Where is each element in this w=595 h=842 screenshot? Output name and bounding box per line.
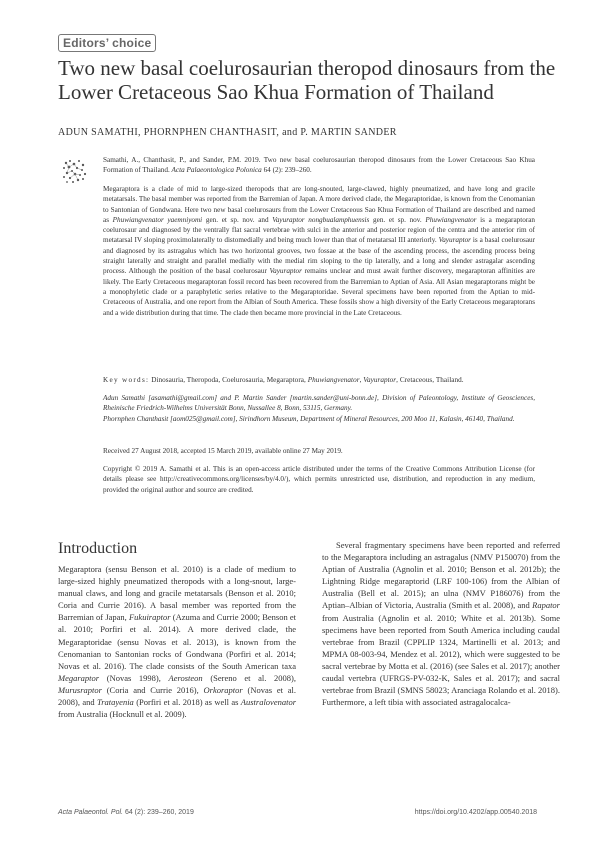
taxon-name: Vayuraptor <box>269 267 302 276</box>
footer-journal <box>58 809 194 816</box>
author-list: ADUN SAMATHI, PHORNPHEN CHANTHASIT, and P. MARTIN SANDER <box>58 127 397 138</box>
abstract <box>103 184 535 318</box>
taxon-name: Orkoraptor <box>203 684 243 695</box>
body-text: (Novas et al. 2008), and <box>58 684 296 708</box>
body-text: (Azuma and Currie 2000; Benson et al. 2010; Porfiri et al. 2014). A more derived clade, the Megaraptoridae (sensu Novas et al. 2013), is known from the Cenomanian to Santonian rocks of Gondwana (Porfiri et al. 2014; Novas et al. 2016). The clade consists of the South American taxa <box>58 612 297 671</box>
citation-volume: 64 (2): 239–260. <box>263 166 312 175</box>
open-access-logo-icon <box>58 155 90 187</box>
body-text: Several fragmentary specimens have been reported and referred to the Megaraptora including an astragalus (NMV P150070) from the Aptian of Australia (Agnolin et al. 2010; Benson et al. 2012b); the Lightning Ridge megaraptorid (LRF 100-106) from the Albian of Australia (Bell et al. 2015); an ulna (NMV P186076) from the Aptian–Albian of Victoria, Australia (Smith et al. 2008), and <box>322 540 560 611</box>
taxon-name: Phuwiangvenator <box>425 215 477 224</box>
body-text: Megaraptora (sensu Benson et al. 2010) is a clade of medium to large-sized highly pneumatized theropods with a long-snout, large-manual claws, and long and gracile metatarsals (Benson et al. 2010; Coria and Currie 2016). A basal member was reported from the Barremian of Japan, <box>58 564 296 623</box>
taxon-name: Megaraptor <box>58 672 100 683</box>
abstract-text: Megaraptora is a clade of mid to large-sized theropods that are long-snouted, large-clawed, highly pneumatized, and have long and gracile metatarsals. The basal member was reported from the Barremian of Japan. A more derived clade, the Megaraptoridae, is known from the Cenomanian to Santonian of Gondwana. Here two new basal coelurosaurs from the Lower Cretaceous Sao Khua Formation of Thailand are described and named as <box>103 185 535 224</box>
keywords-list: Dinosauria, Theropoda, Coelurosauria, Megaraptora, <box>151 376 306 384</box>
article-dates: Received 27 August 2018, accepted 15 March 2019, available online 27 May 2019. <box>103 447 343 455</box>
taxon-name: Aerosteon <box>168 672 203 683</box>
keywords-rest: , Cretaceous, Thailand. <box>396 376 464 384</box>
body-text: (Novas 1998), <box>106 672 161 683</box>
footer-journal-name: Acta Palaeontol. Pol. <box>58 809 123 816</box>
abstract-text: is a basal coelurosaur and diagnosed by its astragalus which has two horizontal grooves, two fossae at the base of the ascending process, the ascending process being straight laterally and straight and parallel medially with the medial rim sloping to the tip laterally, and a long and slender astragalar ascending process. Although the position of the basal coelurosaur <box>103 236 536 276</box>
keyword-taxon: Vayuraptor <box>363 376 397 384</box>
intro-column-right <box>322 539 560 708</box>
abstract-text: gen. et sp. nov. <box>373 215 422 224</box>
taxon-name: Tratayenia <box>96 697 134 708</box>
body-text: from Australia (Agnolin et al. 2010; White et al. 2013b). Some specimens have been reported from South America including caudal vertebrae from Brazil (CPPLIP 1324, Martinelli et al. 2013; and MPMA 08-003-94, Mendez et al. 2012), which were suggested to be sacral vertebrae by Motta et al. (2016) (see Sales et al. 2017); another caudal vertebra (UFRGS-PV-032-K, Sales et al. 2017); and sacral vertebrae from Brazil (SMNS 58023; Aranciaga Rolando et al. 2018). Furthermore, a left tibia with associated astragalocalca- <box>322 612 560 708</box>
keywords <box>103 375 535 385</box>
citation <box>103 155 535 176</box>
license-statement: Copyright © 2019 A. Samathi et al. This is an open-access article distributed under the terms of the Creative Commons Attribution License (for details please see http://creativecommons.org/licenses/by/4.0/), which permits unrestricted use, distribution, and reproduction in any medium, provided the original author and source are credited. <box>103 465 535 494</box>
taxon-name: Vayuraptor <box>438 236 471 245</box>
body-text: from Australia (Hocknull et al. 2009). <box>58 709 187 720</box>
keywords-label: Key words: <box>103 376 150 384</box>
footer-doi-link[interactable]: https://doi.org/10.4202/app.00540.2018 <box>414 809 537 816</box>
affiliation-2: Phornphen Chanthasit [aom025@gmail.com], Sirindhorn Museum, Department of Mineral Resources, 200 Moo 11, Kalasin, 46140, Thailand. <box>103 414 515 423</box>
abstract-text: gen. et sp. nov. and <box>205 215 269 224</box>
taxon-name: Rapator <box>532 600 560 611</box>
taxon-name: Murusraptor <box>58 684 102 695</box>
affiliations <box>103 393 535 424</box>
article-title: Two new basal coelurosaurian theropod dinosaurs from the Lower Cretaceous Sao Khua Formation of Thailand <box>58 56 556 104</box>
body-text: (Coria and Currie 2016), <box>106 684 199 695</box>
taxon-name: Phuwiangvenator yaemniyomi <box>112 215 203 224</box>
keyword-taxon: Phuwiangvenator <box>307 376 360 384</box>
body-text: (Porfiri et al. 2018) as well as <box>136 697 239 708</box>
intro-column-left <box>58 563 296 720</box>
abstract-text: remains unclear and must await further discovery, megaraptoran affinities are likely. The Early Cretaceous megaraptoran fossil record has been recovered from the Barremian to Aptian of Asia. All Asian megaraptorans might be a monophyletic clade or a paraphyletic series relative to the Megaraptoridae. Several specimens have been reported from the Aptian to mid-Cretaceous of Australia, and one report from the Albian of South America. These fossils show a high diversity of the Early Cretaceous megaraptorans and a wide distribution during that time. The clade then became more provincial in the Late Cretaceous. <box>103 267 536 317</box>
taxon-name: Vayuraptor nongbualamphuensis <box>272 215 370 224</box>
taxon-name: Australovenator <box>240 697 297 708</box>
affiliation-1: Adun Samathi [asamathi@gmail.com] and P. Martin Sander [martin.sander@uni-bonn.de], Division of Paleontology, Institute of Geosciences, Rheinische Friedrich-Wilhelms Universität Bonn, Nussallee 8, Bonn, 53115, Germany. <box>103 394 535 413</box>
citation-journal: Acta Palaeontologica Polonica <box>171 166 262 175</box>
citation-text: Samathi, A., Chanthasit, P., and Sander, P.M. 2019. Two new basal coelurosaurian theropod dinosaurs from the Lower Cretaceous Sao Khua Formation of Thailand. <box>103 156 535 175</box>
keyword-separator: , <box>359 376 362 384</box>
editors-choice-badge: Editors’ choice <box>58 34 156 52</box>
section-heading-introduction: Introduction <box>58 540 138 557</box>
body-text: (Sereno et al. 2008), <box>210 672 296 683</box>
abstract-text: is a megaraptoran coelurosaur and diagnosed by the ventrally flat sacral vertebrae with sulci in the anterior and posterior region of the centra and the anterior rim of metatarsal IV sloping proximolaterally to distomedially and being much lower than that of metatarsal III anteriorly. <box>103 215 535 245</box>
footer-volume: 64 (2): 239–260, 2019 <box>124 809 194 816</box>
taxon-name: Fukuiraptor <box>128 612 171 623</box>
